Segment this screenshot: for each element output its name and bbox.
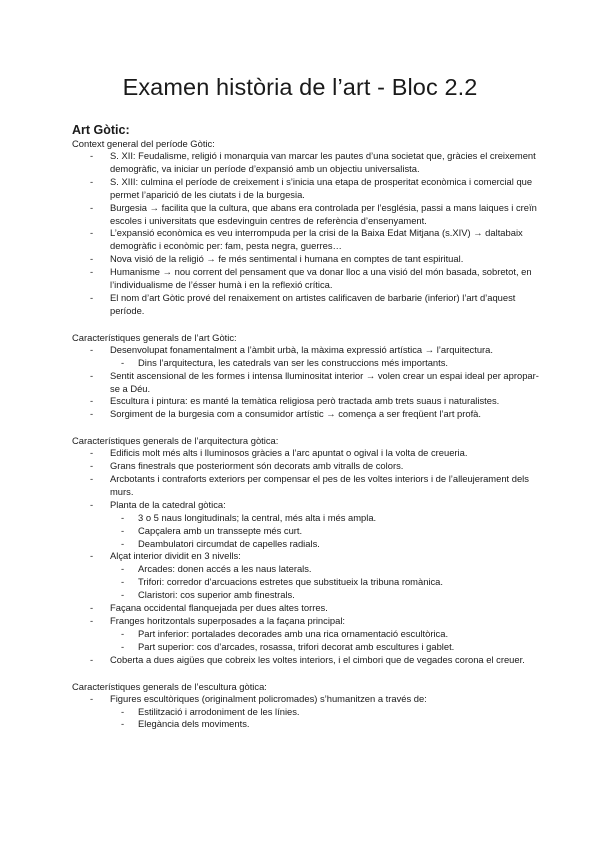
- document-content: [72, 137, 540, 731]
- list-item-text: Arcbotants i contraforts exteriors per compensar el pes de les voltes interiors i de l’alleujerament dels murs.: [110, 473, 529, 497]
- list-item-text: Sorgiment de la burgesia com a consumidor artístic → comença a ser freqüent l’art profà.: [110, 408, 482, 420]
- list-item-text: Figures escultòriques (originalment policromades) s’humanitzen a través de:: [110, 692, 427, 704]
- list-item-text: Franges horitzontals superposades a la façana principal:: [110, 615, 346, 626]
- sub-list-item: - Elegància dels moviments.: [110, 718, 540, 731]
- list-item: [72, 292, 540, 318]
- list-item-text: L’expansió econòmica es veu interrompuda per la crisi de la Baixa Edat Mitjana (s.XIV) → daltabaix demogràfic i econòmic per: fam, pesta negra, guerres…: [110, 227, 523, 252]
- sub-list-item: - 3 o 5 naus longitudinals; la central, més alta i més ampla.: [110, 512, 540, 525]
- list-item: [72, 654, 540, 667]
- list-item: [72, 473, 540, 499]
- list-item-text: Humanisme → nou corrent del pensament que va donar lloc a una visió del món basada, sobretot, en l’individualisme de l’ésser humà i en la reflexió crítica.: [110, 266, 532, 291]
- list-item-text: Grans finestrals que posteriorment són decorats amb vitralls de colors.: [110, 460, 404, 472]
- list-item: [72, 408, 540, 421]
- section-title: Característiques generals de l’art Gòtic:: [72, 331, 237, 343]
- list-item: [72, 447, 540, 460]
- section-title: Context general del període Gòtic:: [72, 138, 215, 149]
- list-item: [72, 395, 540, 408]
- list-item: [72, 370, 540, 396]
- list-item-text: S. XIII: culmina el període de creixement i s’inicia una etapa de prosperitat econòmica i comercial que permet l’aparició de les ciutats i de la burgesia.: [110, 175, 533, 200]
- list-item: [72, 499, 540, 551]
- sub-bullet-list: [110, 706, 540, 732]
- list-item-text: Nova visió de la religió → fe més sentimental i humana en comptes de tant espiritual.: [110, 253, 464, 265]
- sub-list-item: - Part inferior: portalades decorades amb una rica ornamentació escultòrica.: [110, 628, 540, 641]
- page-title: Examen història de l’art - Bloc 2.2: [122, 74, 478, 100]
- list-item-text: Planta de la catedral gòtica:: [110, 498, 226, 510]
- bullet-list: [72, 693, 540, 732]
- list-item-text: El nom d’art Gòtic prové del renaixement on artistes calificaven de barbarie (inferior) l’art d’aquest període.: [110, 291, 516, 316]
- list-item: [72, 253, 540, 266]
- list-item-text: Sentit ascensional de les formes i intensa lluminositat interior → volen crear un espai ideal per apropar-se a Déu.: [110, 369, 539, 394]
- list-item: [72, 602, 540, 615]
- list-item: [72, 550, 540, 602]
- sub-list-item: - Estilització i arrodoniment de les línies.: [110, 706, 540, 719]
- list-item: [72, 344, 540, 370]
- list-item-text: Façana occidental flanquejada per dues altes torres.: [110, 602, 328, 614]
- list-item: [72, 150, 540, 176]
- sub-list-item: - Capçalera amb un transsepte més curt.: [110, 525, 540, 538]
- sub-list-item: - Dins l’arquitectura, les catedrals van ser les construccions més importants.: [110, 357, 540, 370]
- sub-list-item: - Deambulatori circumdat de capelles radials.: [110, 538, 540, 551]
- list-item: [72, 460, 540, 473]
- bullet-list: [72, 150, 540, 318]
- bullet-list: [72, 447, 540, 666]
- sub-bullet-list: [110, 357, 540, 370]
- list-item: [72, 227, 540, 253]
- sub-list-item: - Trifori: corredor d’arcuacions estretes que substitueix la tribuna romànica.: [110, 576, 540, 589]
- sub-list-item: - Arcades: donen accés a les naus laterals.: [110, 563, 540, 576]
- list-item: [72, 266, 540, 292]
- list-item-text: S. XII: Feudalisme, religió i monarquia van marcar les pautes d’una societat que, gràcies el creixement demogràfic, va iniciar un període d’expansió amb un objectiu universalista.: [110, 150, 536, 174]
- section-title: Característiques generals de l’escultura gòtica:: [72, 680, 267, 692]
- list-item: [72, 202, 540, 228]
- list-item: [72, 693, 540, 732]
- section-heading: Art Gòtic:: [72, 123, 130, 137]
- section-title: Característiques generals de l’arquitectura gòtica:: [72, 435, 279, 447]
- list-item-text: Desenvolupat fonamentalment a l’àmbit urbà, la màxima expressió artística → l’arquitectura.: [110, 343, 493, 355]
- list-item-text: Alçat interior dividit en 3 nivells:: [110, 550, 241, 562]
- sub-list-item: - Claristori: cos superior amb finestrals.: [110, 589, 540, 602]
- list-item-text: Escultura i pintura: es manté la temàtica religiosa però tractada amb trets suaus i naturalistes.: [110, 395, 500, 407]
- list-item-text: Burgesia → facilita que la cultura, que abans era controlada per l’església, passi a mans laiques i creïn escoles i universitats que esdevinguin centres de referència d’ensenyament.: [110, 201, 537, 226]
- list-item: [72, 176, 540, 202]
- list-item-text: Edificis molt més alts i lluminosos gràcies a l’arc apuntat o ogival i la volta de creueria.: [110, 447, 468, 459]
- sub-bullet-list: [110, 628, 540, 654]
- sub-list-item: - Part superior: cos d’arcades, rosassa, trifori decorat amb escultures i gablet.: [110, 641, 540, 654]
- list-item: [72, 615, 540, 654]
- list-item-text: Coberta a dues aigües que cobreix les voltes interiors, i el cimbori que de vegades corona el creuer.: [110, 653, 525, 665]
- bullet-list: [72, 344, 540, 421]
- sub-bullet-list: [110, 563, 540, 602]
- sub-bullet-list: [110, 512, 540, 551]
